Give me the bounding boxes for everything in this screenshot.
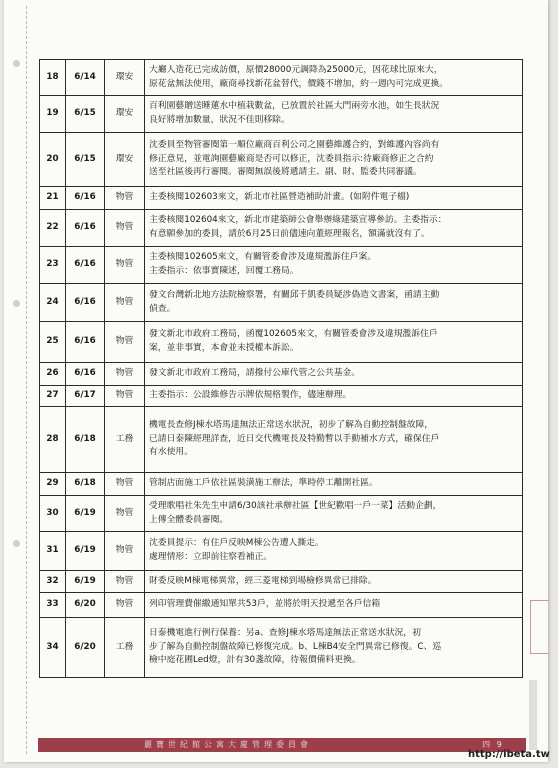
item-category: 工務 bbox=[105, 407, 145, 473]
item-category: 物管 bbox=[105, 571, 145, 593]
item-date: 6/16 bbox=[66, 247, 105, 284]
item-date: 6/19 bbox=[66, 571, 105, 593]
binding-line bbox=[26, 6, 29, 754]
content-line: 發文台灣新北地方法院檢察署，有關邱千凱委員疑涉偽造文書案，函請主動 bbox=[149, 289, 440, 300]
content-line: 大廳人造花已完成訪價，原價28000元調降為25000元，因花球比原來大， bbox=[149, 64, 443, 75]
table-row bbox=[40, 284, 523, 322]
item-date: 6/16 bbox=[66, 210, 105, 247]
item-content bbox=[145, 187, 523, 210]
content-line: 受理歌唱社朱先生申請6/30該社承辦社區【世紀歡唱一戶一菜】活動企劃， bbox=[149, 500, 442, 511]
item-content bbox=[145, 571, 523, 593]
page-number: 四 9 bbox=[482, 740, 504, 749]
content-line: 主委核閱102603來文，新北市社區營造補助計畫。(如附件電子檔) bbox=[149, 192, 410, 203]
item-content bbox=[145, 363, 523, 386]
content-line: 原花盆無法使用，廠商尋找新花盆替代，價錢不增加，約一週內可完成更換。 bbox=[149, 78, 449, 89]
content-line: 主委核閱102604來文，新北市建築師公會舉辦綠建築宣導參訪。主委指示： bbox=[149, 215, 447, 226]
item-date: 6/20 bbox=[66, 593, 105, 618]
item-content bbox=[145, 60, 523, 96]
item-number: 27 bbox=[40, 386, 66, 407]
item-category: 環安 bbox=[105, 133, 145, 187]
content-line: 沈委員至物管審閱第一順位廠商百利公司之園藝維護合約，對維護內容尚有 bbox=[149, 139, 440, 150]
table-row bbox=[40, 322, 523, 363]
item-date: 6/20 bbox=[66, 618, 105, 678]
content-line: 主委指示：公設維修告示牌依規格製作，儘速辦理。 bbox=[149, 390, 352, 401]
item-content bbox=[145, 496, 523, 532]
content-line: 檢中庭花圃Led燈，計有30盞故障，待報價備料更換。 bbox=[149, 655, 361, 666]
content-line: 處理情形：立即前往察看補正。 bbox=[149, 552, 273, 562]
table-row bbox=[40, 386, 523, 407]
content-line: 百利園藝贈送睡蓮水中植栽數盆，已放置於社區大門兩旁水池，如生長狀況 bbox=[149, 101, 440, 112]
content-line: 列印管理費催繳通知單共53戶，並將於明天投遞至各戶信箱 bbox=[149, 599, 381, 610]
content-line: 機電長查修J棟水塔馬達無法正常送水狀況，初步了解為自動控制盤故障， bbox=[149, 419, 434, 430]
item-date: 6/16 bbox=[66, 322, 105, 363]
item-category: 物管 bbox=[105, 322, 145, 363]
table-row bbox=[40, 532, 523, 571]
table-row bbox=[40, 363, 523, 386]
content-line: 發文新北市政府工務局，請撥付公庫代管之公共基金。 bbox=[149, 368, 361, 379]
content-line: 有水使用。 bbox=[149, 447, 193, 458]
content-line: 主委核閱102605來文，有關管委會涉及違規濫訴住戶案。 bbox=[149, 252, 377, 263]
item-category: 物管 bbox=[105, 593, 145, 618]
item-content bbox=[145, 473, 523, 496]
item-category: 環安 bbox=[105, 96, 145, 133]
item-content bbox=[145, 96, 523, 133]
content-line: 日泰機電進行例行保養：另a、查修J棟水塔馬達無法正常送水狀況，初 bbox=[149, 627, 421, 638]
item-number: 18 bbox=[40, 60, 66, 96]
content-line: 有意願參加的委員，請於6月25日前儘速向董經理報名，額滿就沒有了。 bbox=[149, 229, 430, 239]
item-date: 6/16 bbox=[66, 187, 105, 210]
item-number: 19 bbox=[40, 96, 66, 133]
item-content bbox=[145, 210, 523, 247]
item-number: 21 bbox=[40, 187, 66, 210]
table-row bbox=[40, 210, 523, 247]
content-line: 案，並非事實，本會並未授權本訴訟。 bbox=[149, 343, 299, 353]
table-row bbox=[40, 473, 523, 496]
item-date: 6/19 bbox=[66, 496, 105, 532]
content-line: 送至社區後再行審閱。審閱無誤後將遞請主、副、財、監委共同審議。 bbox=[149, 167, 422, 178]
item-number: 25 bbox=[40, 322, 66, 363]
item-date: 6/14 bbox=[66, 60, 105, 96]
item-date: 6/16 bbox=[66, 284, 105, 322]
page-edge-stamp bbox=[530, 600, 549, 654]
item-number: 34 bbox=[40, 618, 66, 678]
item-category: 物管 bbox=[105, 284, 145, 322]
punch-hole bbox=[13, 300, 20, 307]
item-content bbox=[145, 284, 523, 322]
table-row bbox=[40, 571, 523, 593]
table-row bbox=[40, 496, 523, 532]
item-content bbox=[145, 322, 523, 363]
punch-hole bbox=[13, 60, 20, 67]
table-row bbox=[40, 593, 523, 618]
table-row bbox=[40, 133, 523, 187]
work-log-table bbox=[39, 59, 523, 678]
item-date: 6/15 bbox=[66, 133, 105, 187]
content-line: 發文新北市政府工務局，函覆102605來文，有關管委會涉及違規濫訴住戶 bbox=[149, 329, 438, 340]
content-line: 管制店面施工戶依社區裝潢施工辦法，準時停工離開社區。 bbox=[149, 478, 378, 489]
item-date: 6/19 bbox=[66, 532, 105, 571]
item-category: 物管 bbox=[105, 210, 145, 247]
content-line: 上傳全體委員審閱。 bbox=[149, 514, 229, 525]
item-number: 23 bbox=[40, 247, 66, 284]
item-number: 30 bbox=[40, 496, 66, 532]
item-content bbox=[145, 133, 523, 187]
table-row bbox=[40, 407, 523, 473]
item-content bbox=[145, 618, 523, 678]
content-line: 偵查。 bbox=[149, 303, 176, 314]
item-number: 32 bbox=[40, 571, 66, 593]
page-ribbon bbox=[529, 680, 537, 750]
item-category: 物管 bbox=[105, 532, 145, 571]
item-category: 物管 bbox=[105, 473, 145, 496]
table-row bbox=[40, 187, 523, 210]
footer-bar bbox=[38, 738, 526, 752]
item-category: 物管 bbox=[105, 386, 145, 407]
item-date: 6/18 bbox=[66, 473, 105, 496]
item-number: 31 bbox=[40, 532, 66, 571]
item-content bbox=[145, 247, 523, 284]
item-category: 物管 bbox=[105, 496, 145, 532]
item-number: 28 bbox=[40, 407, 66, 473]
item-number: 29 bbox=[40, 473, 66, 496]
item-content bbox=[145, 593, 523, 618]
table-row bbox=[40, 247, 523, 284]
footer-committee-title: 麗寶世紀館公寓大廈管理委員會 bbox=[144, 740, 312, 749]
content-line: 主委指示：依事實陳述，回覆工務局。 bbox=[149, 266, 299, 276]
table-row bbox=[40, 618, 523, 678]
item-number: 20 bbox=[40, 133, 66, 187]
item-date: 6/18 bbox=[66, 407, 105, 473]
item-content bbox=[145, 532, 523, 571]
site-watermark: http://ibeta.tw bbox=[468, 749, 550, 760]
content-line: 步了解為自動控制盤故障已修復完成。b、L棟B4安全門異常已修復。C、巡 bbox=[149, 641, 442, 652]
item-number: 33 bbox=[40, 593, 66, 618]
item-number: 22 bbox=[40, 210, 66, 247]
table-row bbox=[40, 96, 523, 133]
item-date: 6/16 bbox=[66, 363, 105, 386]
item-category: 工務 bbox=[105, 618, 145, 678]
item-category: 物管 bbox=[105, 247, 145, 284]
content-line: 修正意見，並電詢園藝廠商是否可以修正，沈委員指示:待廠商修正之合約 bbox=[149, 153, 434, 164]
content-line: 已請日泰陳經理詳查，近日交代機電長及特勤暫以手動補水方式，確保住戶 bbox=[149, 433, 440, 444]
table-row bbox=[40, 60, 523, 96]
item-content bbox=[145, 407, 523, 473]
item-number: 24 bbox=[40, 284, 66, 322]
item-date: 6/17 bbox=[66, 386, 105, 407]
item-category: 物管 bbox=[105, 187, 145, 210]
content-line: 良好將增加數量，狀況不佳則移除。 bbox=[149, 115, 290, 125]
item-content bbox=[145, 386, 523, 407]
content-line: 沈委員提示：有住戶反映M棟公告遭人撕走。 bbox=[149, 538, 324, 549]
item-number: 26 bbox=[40, 363, 66, 386]
punch-hole bbox=[13, 540, 20, 547]
item-category: 物管 bbox=[105, 363, 145, 386]
item-category: 環安 bbox=[105, 60, 145, 96]
content-line: 財委反映M棟電梯異常，經三菱電梯到場檢修異常已排除。 bbox=[149, 575, 377, 586]
item-date: 6/15 bbox=[66, 96, 105, 133]
